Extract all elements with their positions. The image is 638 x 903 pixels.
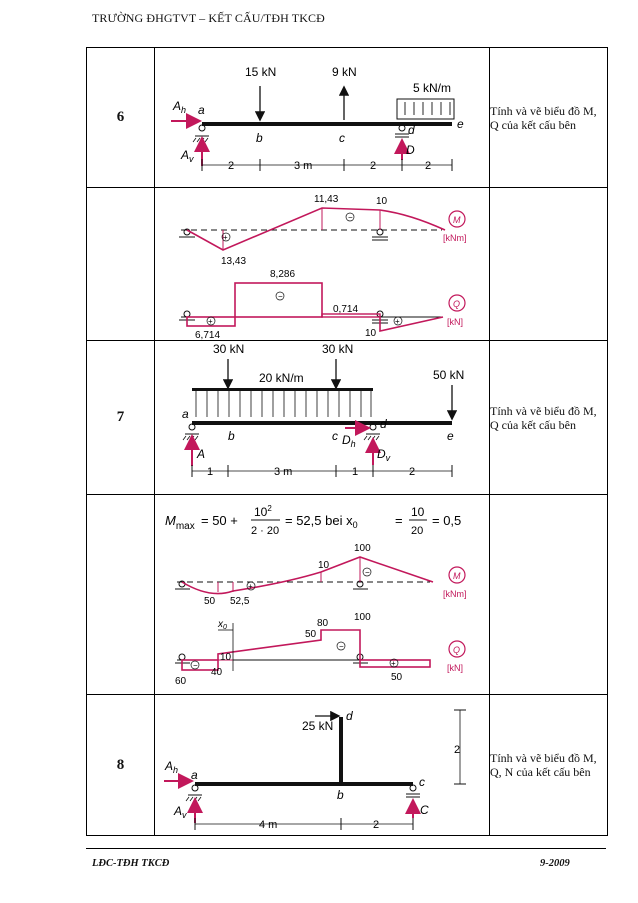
problem-6-structure <box>155 48 490 188</box>
beam-diagram <box>155 48 490 187</box>
svg-text:20: 20 <box>411 525 424 537</box>
reaction-Av: $A_v$ <box>181 148 194 164</box>
svg-text:−: − <box>278 292 283 301</box>
shear-unit: [kN] <box>447 317 464 327</box>
point-e: e <box>457 117 464 131</box>
load-30kN-2: 30 kN <box>322 342 354 356</box>
svg-text:Q: Q <box>453 645 461 655</box>
q-value-3: 50 <box>305 629 317 640</box>
dim-4: 2 <box>425 160 432 172</box>
dim-3: 2 <box>454 744 461 756</box>
problem-7-diagrams <box>155 495 490 695</box>
shear-unit: [kN] <box>447 663 464 673</box>
point-b: b <box>337 788 344 802</box>
footer-left: LĐC-TĐH TKCĐ <box>92 858 170 869</box>
beam-diagram <box>155 341 490 494</box>
load-5kNm: 5 kN/m <box>413 81 452 95</box>
q-value-4: 10 <box>220 652 232 663</box>
dim-2: 3 m <box>274 466 293 478</box>
point-e: e <box>447 429 454 443</box>
load-30kN-1: 30 kN <box>213 342 245 356</box>
problem-7-row <box>87 341 608 495</box>
svg-text:= 0,5: = 0,5 <box>432 513 462 528</box>
page-header: TRƯỜNG ĐHGTVT – KẾT CẤU/TĐH TKCĐ <box>92 11 325 25</box>
dim-1: 2 <box>228 160 235 172</box>
reaction-Ah: $A_h$ <box>165 759 179 775</box>
m-value-4: 52,5 <box>230 596 250 607</box>
reaction-Dv: $D_v$ <box>377 447 391 463</box>
dim-4: 2 <box>409 466 416 478</box>
svg-text:+: + <box>395 317 400 326</box>
svg-text:M: M <box>453 215 461 225</box>
reaction-D: D <box>406 143 415 157</box>
reaction-C: C <box>420 803 429 817</box>
reaction-A: A <box>197 447 206 461</box>
m-value-1: 11,43 <box>314 194 339 205</box>
svg-text:=: = <box>395 513 403 528</box>
mmax-formula <box>165 504 461 537</box>
q-value-5: 40 <box>211 667 223 678</box>
problem-number: 6 <box>87 48 155 188</box>
load-15kN: 15 kN <box>245 65 277 79</box>
problem-6-diagrams <box>155 188 490 341</box>
moment-shear-diagrams <box>155 495 490 694</box>
problem-6-diagrams-row <box>87 188 608 341</box>
svg-text:M: M <box>453 571 461 581</box>
reaction-Dh: $D_h$ <box>342 433 356 449</box>
svg-text:+: + <box>223 233 228 242</box>
load-9kN: 9 kN <box>332 65 357 79</box>
q-value-4: 10 <box>365 328 377 339</box>
load-50kN: 50 kN <box>433 368 465 382</box>
problem-7-diagrams-row <box>87 495 608 695</box>
m-value-2: 10 <box>376 196 388 207</box>
svg-text:+: + <box>391 659 396 668</box>
footer-divider <box>86 848 606 849</box>
problem-8-row <box>87 695 608 836</box>
distributed-load <box>397 99 454 119</box>
q-value-2: 0,714 <box>333 304 359 315</box>
empty-cell <box>490 495 608 695</box>
empty-cell <box>87 495 155 695</box>
svg-text:= 50 +: = 50 + <box>201 513 238 528</box>
moment-shear-diagrams <box>155 188 490 340</box>
point-d: d <box>408 123 415 137</box>
dim-3: 2 <box>370 160 377 172</box>
problem-7-task: Tính và vẽ biểu đồ M, Q của kết cấu bên <box>490 341 608 495</box>
point-a: a <box>191 768 198 782</box>
dim-1: 1 <box>207 466 214 478</box>
problem-6-task: Tính và vẽ biểu đồ M, Q của kết cấu bên <box>490 48 608 188</box>
m-value-2: 10 <box>318 560 330 571</box>
reaction-Av: $A_v$ <box>174 804 187 820</box>
m-value-1: 100 <box>354 543 371 554</box>
svg-text:102: $10^2$ <box>254 504 272 519</box>
dim-2: 2 <box>373 819 380 831</box>
svg-text:+: + <box>248 582 253 591</box>
moment-curve <box>182 557 433 594</box>
svg-text:−: − <box>348 213 353 222</box>
dim-1: 4 m <box>259 819 278 831</box>
point-c: c <box>332 429 338 443</box>
point-d: d <box>346 709 353 723</box>
svg-text:−: − <box>339 642 344 651</box>
svg-text:+: + <box>208 317 213 326</box>
svg-text:Q: Q <box>453 299 461 309</box>
svg-text:Mmax: $M_{max}$ <box>165 513 195 532</box>
point-c: c <box>339 131 345 145</box>
moment-unit: [kNm] <box>443 589 467 599</box>
moment-curve <box>187 208 445 250</box>
shear-block-4 <box>380 317 443 331</box>
problem-6-row <box>87 48 608 188</box>
q-value-1: 80 <box>317 618 329 629</box>
footer-right: 9-2009 <box>540 858 570 869</box>
frame-diagram <box>155 695 490 835</box>
m-value-3: 50 <box>204 596 216 607</box>
point-d: d <box>380 417 387 431</box>
q-value-7: 50 <box>391 672 403 683</box>
dim-2: 3 m <box>294 160 313 172</box>
reaction-Ah: $A_h$ <box>173 99 187 115</box>
problem-8-task: Tính và vẽ biểu đồ M, Q, N của kết cấu bên <box>490 695 608 836</box>
m-value-3: 13,43 <box>221 256 247 267</box>
point-a: a <box>182 407 189 421</box>
q-value-2: 100 <box>354 612 371 623</box>
moment-unit: [kNm] <box>443 233 467 243</box>
svg-text:−: − <box>365 568 370 577</box>
load-20kNm: 20 kN/m <box>259 371 304 385</box>
exercise-table <box>86 47 608 836</box>
q-value-1: 8,286 <box>270 269 296 280</box>
dim-3: 1 <box>352 466 359 478</box>
svg-text:= 52,5 bei x0: = 52,5 bei $x_0$ <box>285 513 358 530</box>
load-25kN: 25 kN <box>302 719 334 733</box>
empty-cell <box>490 188 608 341</box>
problem-number: 7 <box>87 341 155 495</box>
point-a: a <box>198 103 205 117</box>
q-value-6: 60 <box>175 676 187 687</box>
problem-7-structure <box>155 341 490 495</box>
point-c: c <box>419 775 425 789</box>
point-b: b <box>228 429 235 443</box>
svg-text:−: − <box>193 661 198 670</box>
point-b: b <box>256 131 263 145</box>
empty-cell <box>87 188 155 341</box>
q-value-3: 6,714 <box>195 330 221 340</box>
svg-text:2 · 20: 2 · 20 <box>251 525 280 537</box>
problem-number: 8 <box>87 695 155 836</box>
svg-text:10: 10 <box>411 505 425 519</box>
x0-label: $x_0$ <box>218 619 227 631</box>
problem-8-structure <box>155 695 490 836</box>
